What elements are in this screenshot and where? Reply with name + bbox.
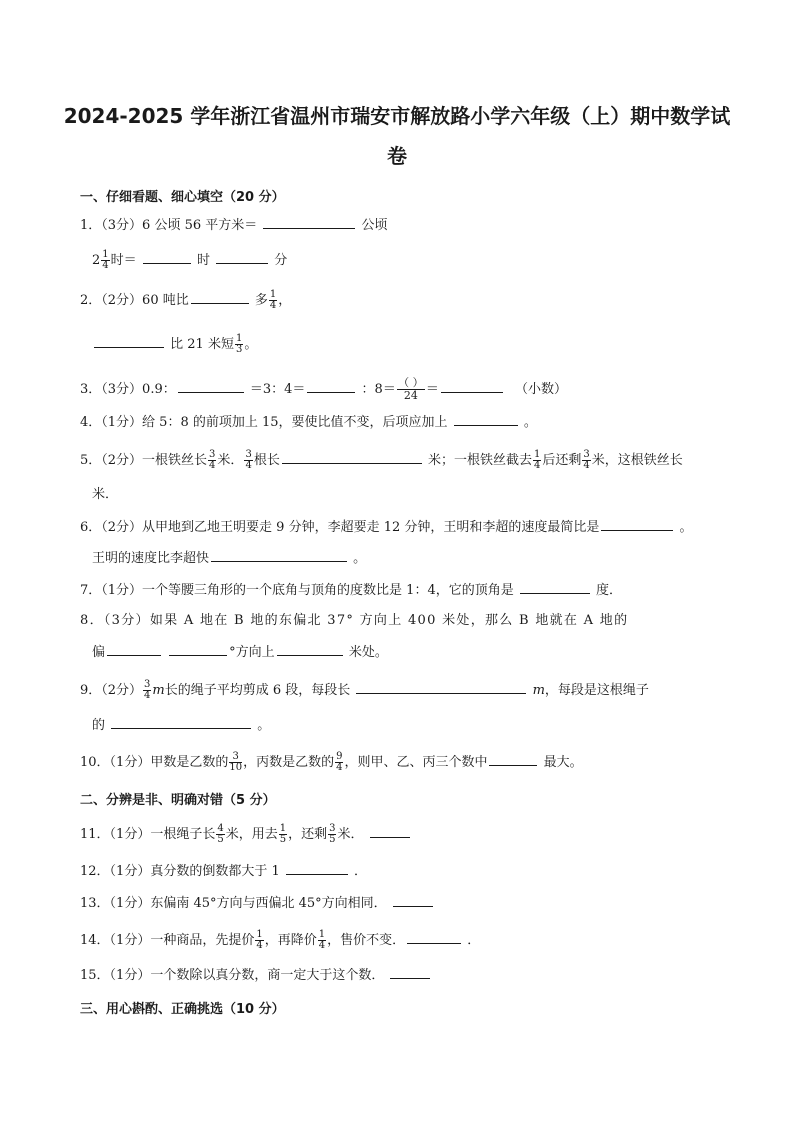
q4-text: 4．（1分）给 5：8 的前项加上 15，要使比值不变，后项应加上: [80, 415, 448, 430]
question-8-part-2: [92, 643, 388, 662]
q9-line2a: 的: [92, 718, 106, 733]
fraction: $\frac{1}{4}$: [318, 929, 326, 951]
question-1: [80, 216, 388, 235]
fraction: $\frac{1}{4}$: [102, 249, 109, 271]
q2-text: 2．（2分）60 吨比: [80, 293, 189, 308]
fraction: $\frac{9}{4}$: [336, 751, 343, 773]
section-heading-3: 三、用心斟酌、正确挑选（10 分）: [80, 1002, 285, 1017]
question-4: [80, 413, 537, 432]
q5-mid2: 根长: [253, 453, 280, 468]
answer-blank[interactable]: [277, 643, 343, 656]
q8-angle: °方向上: [229, 645, 275, 660]
q14-end: ，售价不变．: [327, 933, 406, 948]
fraction: $\frac{1}{5}$: [279, 823, 287, 845]
answer-blank[interactable]: [143, 251, 191, 264]
q15-text: 15．（1分）一个数除以真分数，商一定大于这个数．: [80, 968, 385, 983]
answer-blank[interactable]: [307, 380, 355, 393]
q3-note: （小数）: [514, 382, 567, 397]
q10-end2: 最大。: [543, 755, 583, 770]
question-14: [80, 930, 480, 951]
q13-text: 13．（1分）东偏南 45°方向与西偏北 45°方向相同．: [80, 896, 387, 911]
answer-blank[interactable]: [489, 753, 537, 766]
question-7: [80, 581, 622, 600]
q10-mid: ，丙数是乙数的: [243, 755, 335, 770]
question-5: [80, 450, 683, 471]
q8-distance: 米处。: [348, 645, 388, 660]
question-1-part-2: [92, 250, 287, 271]
fraction: $\frac{4}{5}$: [217, 823, 224, 845]
question-15: [80, 966, 432, 985]
q1-sub-text: 时＝: [110, 253, 137, 268]
answer-blank[interactable]: [520, 581, 590, 594]
q10-end: ，则甲、乙、丙三个数中: [344, 755, 488, 770]
fraction: $\frac{1}{4}$: [269, 289, 277, 311]
fraction: $\frac{3}{4}$: [209, 449, 216, 471]
question-10: [80, 752, 583, 773]
q11-text: 11．（1分）一根绳子长: [80, 827, 216, 842]
answer-blank[interactable]: [216, 251, 268, 264]
q6-line2: 王明的速度比李超快: [92, 551, 210, 566]
q2-short: 比 21 米短: [170, 337, 234, 352]
q5-mid4: 后还剩: [542, 453, 582, 468]
fraction: $\frac{1}{4}$: [533, 449, 541, 471]
q14-mid: ，再降价: [264, 933, 317, 948]
answer-blank[interactable]: [111, 716, 251, 729]
q3-eq2: ＝: [425, 382, 439, 397]
question-2-part-2: [92, 334, 257, 355]
fraction: $\frac{3}{4}$: [144, 679, 151, 701]
answer-blank[interactable]: [191, 291, 249, 304]
q3-text: 3．（3分）0.9：: [80, 382, 176, 397]
question-12: [80, 862, 367, 881]
answer-blank[interactable]: [390, 966, 430, 979]
q5-mid1: 米．: [217, 453, 244, 468]
answer-blank[interactable]: [211, 549, 347, 562]
answer-blank[interactable]: [356, 681, 526, 694]
fraction: $\frac{1}{4}$: [256, 929, 263, 951]
q9-line2b: 。: [257, 718, 271, 733]
section-heading-2: 二、分辨是非、明确对错（5 分）: [80, 793, 276, 808]
answer-blank[interactable]: [178, 380, 244, 393]
q5-text: 5．（2分）一根铁丝长: [80, 453, 208, 468]
fraction: $\frac{3}{10}$: [229, 751, 243, 773]
q5-mid3: 米；一根铁丝截去: [427, 453, 532, 468]
q14-text: 14．（1分）一种商品，先提价: [80, 933, 255, 948]
fraction: $\frac{1}{3}$: [235, 333, 243, 355]
answer-blank[interactable]: [286, 862, 348, 875]
q8-direction: 偏: [92, 645, 106, 660]
q6-end: 。: [679, 520, 693, 535]
q14-end2: ．: [467, 933, 481, 948]
fraction: $\frac{3}{4}$: [245, 449, 252, 471]
question-11: [80, 824, 412, 845]
answer-blank[interactable]: [263, 216, 355, 229]
fraction: $\frac{( )}{24}$: [398, 376, 424, 402]
question-13: [80, 894, 435, 913]
question-9: [80, 680, 649, 701]
answer-blank[interactable]: [454, 413, 518, 426]
question-8: 8．（3分）如果 A 地在 B 地的东偏北 37° 方向上 400 米处，那么 B 地就在 A 地的: [80, 613, 629, 628]
answer-blank[interactable]: [94, 335, 164, 348]
question-9-part-2: [92, 716, 270, 735]
page-title: 2024-2025 学年浙江省温州市瑞安市解放路小学六年级（上）期中数学试: [63, 104, 731, 128]
q9-end: ，每段是这根绳子: [544, 683, 649, 698]
mixed-number-whole: 2: [92, 253, 101, 268]
question-3: [80, 377, 567, 402]
q7-end: 度．: [596, 583, 623, 598]
q10-text: 10．（1分）甲数是乙数的: [80, 755, 229, 770]
q1-unit: 公顷: [361, 218, 388, 233]
fraction: $\frac{3}{4}$: [583, 449, 590, 471]
q1-hour-unit: 时: [196, 253, 210, 268]
q5-mid5: 米，这根铁丝长: [591, 453, 683, 468]
answer-blank[interactable]: [601, 518, 673, 531]
q4-end: 。: [523, 415, 537, 430]
answer-blank[interactable]: [107, 643, 161, 656]
answer-blank[interactable]: [282, 451, 422, 464]
q2-end: 。: [244, 337, 258, 352]
answer-blank[interactable]: [169, 643, 227, 656]
q11-end: 米．: [337, 827, 364, 842]
q11-mid: 米，用去: [225, 827, 278, 842]
question-2: [80, 290, 291, 311]
q7-text: 7．（1分）一个等腰三角形的一个底角与顶角的度数比是 1：4，它的顶角是: [80, 583, 514, 598]
answer-blank[interactable]: [370, 825, 410, 838]
q9-mid: 长的绳子平均剪成 6 段，每段长: [164, 683, 351, 698]
page-title-continued: 卷: [387, 144, 407, 168]
q12-end: ．: [354, 864, 368, 879]
question-5-part-2: 米．: [92, 487, 119, 502]
q3-eq1: ＝3：4＝: [249, 382, 306, 397]
q9-var2: m: [532, 683, 545, 698]
answer-blank[interactable]: [393, 894, 433, 907]
section-heading-1: 一、仔细看题、细心填空（20 分）: [80, 190, 285, 205]
question-6: [80, 518, 693, 537]
q9-var: m: [152, 683, 165, 698]
q12-text: 12．（1分）真分数的倒数都大于 1: [80, 864, 280, 879]
q3-colon8: ：8＝: [361, 382, 396, 397]
q1-text: 1．（3分）6 公顷 56 平方米＝: [80, 218, 258, 233]
q9-text: 9．（2分）: [80, 683, 143, 698]
answer-blank[interactable]: [407, 931, 461, 944]
q1-minute-unit: 分: [274, 253, 288, 268]
q6-end2: 。: [353, 551, 367, 566]
q6-text: 6．（2分）从甲地到乙地王明要走 9 分钟，李超要走 12 分钟，王明和李超的速度最简比是: [80, 520, 600, 535]
q2-more: 多: [254, 293, 268, 308]
fraction: $\frac{3}{5}$: [329, 823, 336, 845]
q2-comma: ，: [278, 293, 292, 308]
question-6-part-2: [92, 549, 366, 568]
q11-mid2: ，还剩: [288, 827, 328, 842]
answer-blank[interactable]: [441, 380, 503, 393]
